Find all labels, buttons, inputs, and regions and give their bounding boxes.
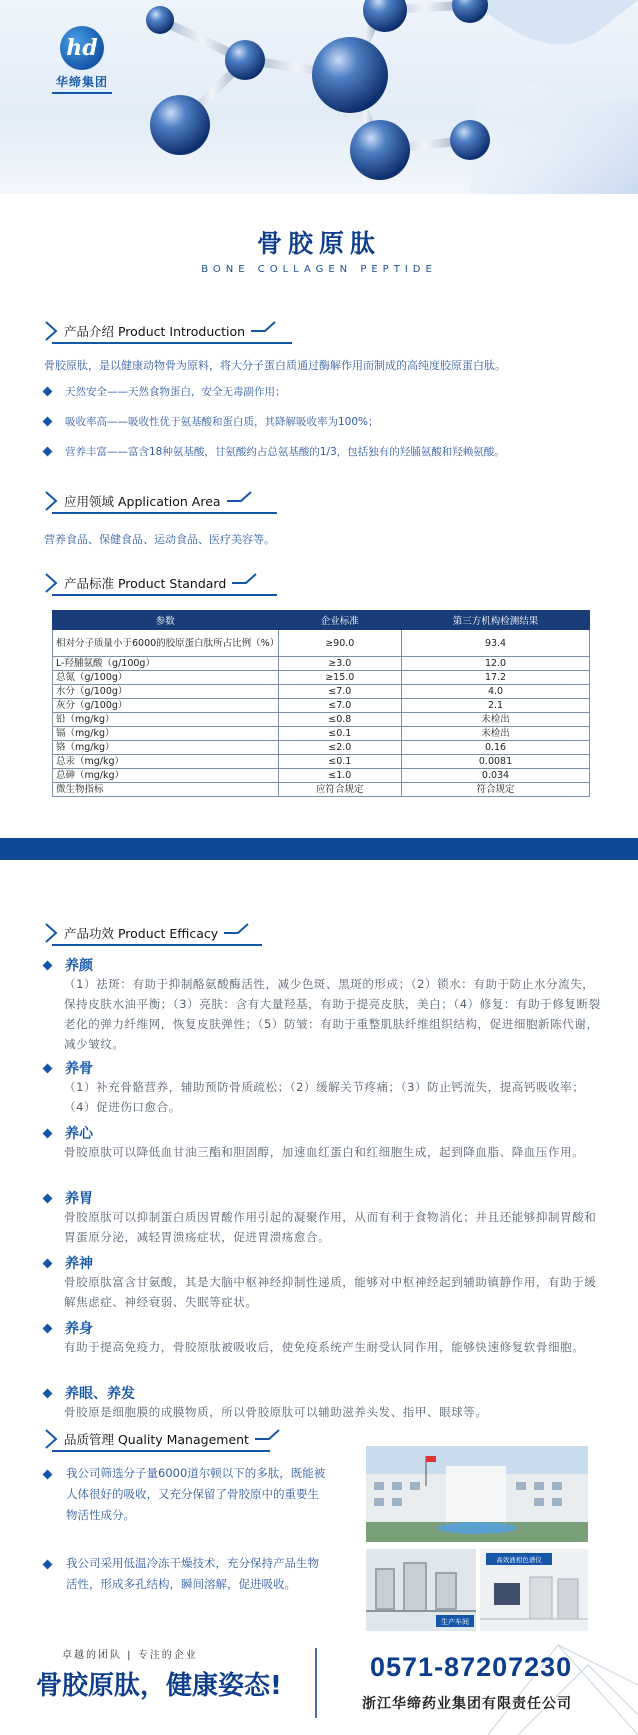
efficacy-text: 骨胶原是细胞膜的成膜物质，所以骨胶原肽可以辅助滋养头发、指甲、眼球等。 bbox=[64, 1405, 488, 1419]
table-cell: ≥90.0 bbox=[278, 630, 402, 657]
table-cell: 水分（g/100g） bbox=[53, 685, 279, 699]
diamond-bullet-icon bbox=[43, 1258, 53, 1268]
table-row bbox=[53, 699, 590, 713]
diamond-bullet-icon bbox=[43, 447, 53, 457]
table-cell: 12.0 bbox=[402, 657, 590, 671]
photo-caption: 高效液相色谱仪 bbox=[496, 1556, 542, 1564]
diamond-bullet-icon bbox=[43, 1128, 53, 1138]
efficacy-title: 养神 bbox=[44, 1253, 93, 1273]
table-cell: 0.034 bbox=[402, 769, 590, 783]
lab-photo bbox=[480, 1549, 588, 1631]
table-cell: ≥15.0 bbox=[278, 671, 402, 685]
section-heading-standard bbox=[44, 572, 258, 594]
section-heading-application bbox=[44, 490, 253, 512]
heading-underline bbox=[52, 943, 262, 947]
heading-bracket-icon bbox=[232, 572, 258, 594]
footer-slogan: 骨胶原肽，健康姿态! bbox=[36, 1671, 282, 1701]
diamond-bullet-icon bbox=[43, 1470, 53, 1480]
efficacy-title: 养眼、养发 bbox=[44, 1383, 135, 1403]
phone-number[interactable]: 0571-87207230 bbox=[370, 1652, 573, 1682]
company-logo bbox=[52, 26, 112, 94]
chevron-right-icon bbox=[44, 320, 58, 342]
logo-underline bbox=[52, 92, 112, 94]
heading-underline bbox=[52, 341, 292, 345]
chevron-right-icon bbox=[44, 572, 58, 594]
table-row bbox=[53, 769, 590, 783]
chevron-right-icon bbox=[44, 490, 58, 512]
factory-photo bbox=[366, 1446, 588, 1542]
table-cell: 总砷（mg/kg） bbox=[53, 769, 279, 783]
intro-text: 骨胶原肽，是以健康动物骨为原料，将大分子蛋白质通过酶解作用而制成的高纯度胶原蛋白肽。 bbox=[44, 359, 506, 372]
diamond-bullet-icon bbox=[43, 1193, 53, 1203]
heading-underline bbox=[52, 511, 277, 515]
efficacy-text: （1）祛斑：有助于抑制酪氨酸酶活性，减少色斑、黑斑的形成；（2）锁水：有助于防止水分流失，保持皮肤水油平衡；（3）亮肤：含有大量羟基，有助于提亮皮肤，美白；（4）修复：有助于修复断裂老化的弹力纤维网，恢复皮肤弹性；（5）防皱：有助于重整肌肤纤维组织结构，促进细胞新陈代谢，减少皱纹。 bbox=[64, 977, 601, 1051]
heading-bracket-icon bbox=[224, 922, 250, 944]
diamond-bullet-icon bbox=[43, 417, 53, 427]
efficacy-title: 养胃 bbox=[44, 1188, 93, 1208]
standard-table bbox=[52, 610, 590, 797]
heading-bracket-icon bbox=[251, 320, 277, 342]
application-text: 营养食品、保健食品、运动食品、医疗美容等。 bbox=[44, 533, 275, 546]
efficacy-title: 养颜 bbox=[44, 955, 93, 975]
table-cell: ≤1.0 bbox=[278, 769, 402, 783]
table-cell: 4.0 bbox=[402, 685, 590, 699]
diamond-bullet-icon bbox=[43, 960, 53, 970]
table-header-row bbox=[53, 611, 590, 630]
table-cell: 93.4 bbox=[402, 630, 590, 657]
table-row bbox=[53, 685, 590, 699]
workshop-equipment-illustration bbox=[366, 1549, 476, 1631]
intro-bullet: 吸收率高——吸收性优于氨基酸和蛋白质，其降解吸收率为100%； bbox=[44, 414, 379, 429]
table-cell: 0.16 bbox=[402, 741, 590, 755]
efficacy-text: 骨胶原肽富含甘氨酸，其是大脑中枢神经抑制性递质，能够对中枢神经起到辅助镇静作用，有助于缓解焦虑症、神经衰弱、失眠等症状。 bbox=[64, 1275, 597, 1309]
table-cell: 2.1 bbox=[402, 699, 590, 713]
efficacy-text: 有助于提高免疫力，骨胶原肽被吸收后，使免疫系统产生耐受认同作用，能够快速修复软骨细胞。 bbox=[64, 1340, 585, 1354]
logo-mark: hd bbox=[60, 26, 104, 70]
table-cell: ≤0.1 bbox=[278, 727, 402, 741]
heading-underline bbox=[52, 593, 277, 597]
table-row bbox=[53, 783, 590, 797]
table-row bbox=[53, 657, 590, 671]
table-cell: L-羟脯氨酸（g/100g） bbox=[53, 657, 279, 671]
footer-tagline: 卓越的团队 | 专注的企业 bbox=[62, 1650, 198, 1661]
table-cell: ≤0.8 bbox=[278, 713, 402, 727]
efficacy-title: 养身 bbox=[44, 1318, 93, 1338]
diamond-bullet-icon bbox=[43, 387, 53, 397]
table-row bbox=[53, 741, 590, 755]
company-name: 浙江华缔药业集团有限责任公司 bbox=[362, 1696, 572, 1712]
intro-bullet: 营养丰富——富含18种氨基酸，甘氨酸约占总氨基酸的1/3，包括独有的羟脯氨酸和羟赖氨酸。 bbox=[44, 444, 505, 459]
table-cell: 镉（mg/kg） bbox=[53, 727, 279, 741]
page-subtitle: BONE COLLAGEN PEPTIDE bbox=[201, 264, 437, 275]
section-heading-quality bbox=[44, 1428, 281, 1450]
efficacy-title: 养心 bbox=[44, 1123, 93, 1143]
table-cell: 相对分子质量小于6000的胶原蛋白肽所占比例（%） bbox=[53, 630, 279, 657]
table-cell: 微生物指标 bbox=[53, 783, 279, 797]
table-row bbox=[53, 713, 590, 727]
hplc-instrument-illustration bbox=[480, 1549, 588, 1631]
diamond-bullet-icon bbox=[43, 1323, 53, 1333]
chevron-right-icon bbox=[44, 1428, 58, 1450]
table-row bbox=[53, 630, 590, 657]
table-cell: 总汞（mg/kg） bbox=[53, 755, 279, 769]
efficacy-title: 养骨 bbox=[44, 1058, 93, 1078]
table-row bbox=[53, 755, 590, 769]
table-cell: 未检出 bbox=[402, 713, 590, 727]
hero-banner bbox=[0, 0, 638, 194]
table-cell: ≥3.0 bbox=[278, 657, 402, 671]
table-cell: 灰分（g/100g） bbox=[53, 699, 279, 713]
table-header-cell: 企业标准 bbox=[278, 611, 402, 630]
section-heading-intro bbox=[44, 320, 277, 342]
footer-divider bbox=[314, 1648, 318, 1718]
efficacy-text: 骨胶原肽可以降低血甘油三酯和胆固醇，加速血红蛋白和红细胞生成，起到降血脂、降血压作用。 bbox=[64, 1145, 585, 1159]
diamond-bullet-icon bbox=[43, 1388, 53, 1398]
table-cell: 总氮（g/100g） bbox=[53, 671, 279, 685]
table-cell: 符合规定 bbox=[402, 783, 590, 797]
efficacy-text: （1）补充骨骼营养，辅助预防骨质疏松；（2）缓解关节疼痛；（3）防止钙流失，提高钙吸收率；（4）促进伤口愈合。 bbox=[64, 1080, 585, 1114]
chevron-right-icon bbox=[44, 922, 58, 944]
photo-caption: 生产车间 bbox=[441, 1618, 469, 1626]
efficacy-text: 骨胶原肽可以抑制蛋白质因胃酸作用引起的凝聚作用，从而有利于食物消化；并且还能够抑制胃酸和胃蛋原分泌，减轻胃溃疡症状，促进胃溃疡愈合。 bbox=[64, 1210, 597, 1244]
table-cell: 0.0081 bbox=[402, 755, 590, 769]
table-cell: 应符合规定 bbox=[278, 783, 402, 797]
quality-text: 我公司采用低温冷冻干燥技术，充分保持产品生物活性，形成多孔结构，瞬间溶解，促进吸收。 bbox=[66, 1556, 319, 1591]
table-cell: ≤2.0 bbox=[278, 741, 402, 755]
section-heading-label: 品质管理 Quality Management bbox=[64, 1432, 249, 1447]
heading-underline bbox=[52, 1449, 270, 1453]
table-cell: 未检出 bbox=[402, 727, 590, 741]
table-header-cell: 第三方机构检测结果 bbox=[402, 611, 590, 630]
section-heading-label: 产品功效 Product Efficacy bbox=[64, 926, 219, 941]
table-cell: 铅（mg/kg） bbox=[53, 713, 279, 727]
table-cell: ≤7.0 bbox=[278, 699, 402, 713]
table-header-cell: 参数 bbox=[53, 611, 279, 630]
section-heading-efficacy bbox=[44, 922, 250, 944]
factory-building-illustration bbox=[366, 1446, 588, 1542]
heading-bracket-icon bbox=[227, 490, 253, 512]
table-cell: 铬（mg/kg） bbox=[53, 741, 279, 755]
table-cell: ≤0.1 bbox=[278, 755, 402, 769]
table-cell: 17.2 bbox=[402, 671, 590, 685]
workshop-photo bbox=[366, 1549, 476, 1631]
diamond-bullet-icon bbox=[43, 1560, 53, 1570]
page-title: 骨胶原肽 bbox=[256, 229, 381, 258]
heading-bracket-icon bbox=[255, 1428, 281, 1450]
table-cell: ≤7.0 bbox=[278, 685, 402, 699]
section-heading-label: 应用领域 Application Area bbox=[64, 494, 221, 509]
intro-bullet: 天然安全——天然食物蛋白，安全无毒副作用； bbox=[44, 384, 286, 399]
table-row bbox=[53, 671, 590, 685]
table-row bbox=[53, 727, 590, 741]
logo-text: 华缔集团 bbox=[55, 75, 108, 89]
section-heading-label: 产品介绍 Product Introduction bbox=[64, 324, 246, 339]
divider-band bbox=[0, 838, 638, 860]
section-heading-label: 产品标准 Product Standard bbox=[64, 576, 227, 591]
quality-text: 我公司筛选分子量6000道尔顿以下的多肽，既能被人体很好的吸收，又充分保留了骨胶原中的重要生物活性成分。 bbox=[66, 1466, 326, 1522]
diamond-bullet-icon bbox=[43, 1063, 53, 1073]
